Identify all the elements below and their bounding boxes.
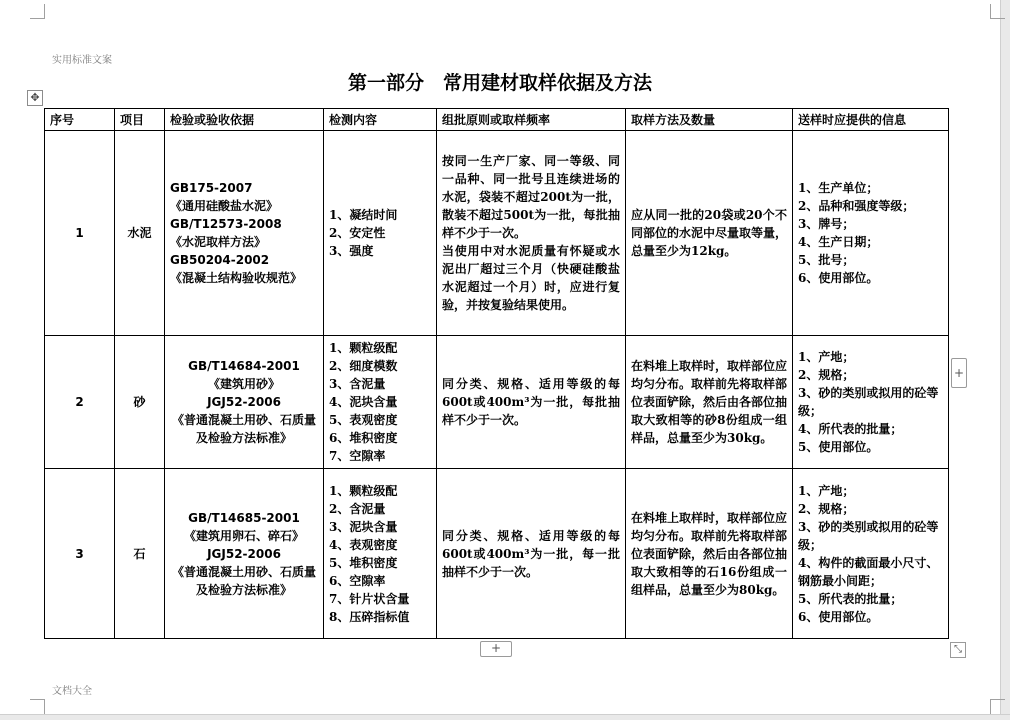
table-resize-icon[interactable]: ⤡ [950,642,966,658]
cell-tests: 1、凝结时间 2、安定性 3、强度 [324,131,437,336]
cell-method: 在料堆上取样时，取样部位应均匀分布。取样前先将取样部位表面铲除，然后由各部位抽取大致相等的砂8份组成一组样品，总量至少为30kg。 [626,336,793,469]
table-row [45,131,949,336]
crop-mark-bottom-left [30,699,45,714]
add-row-button[interactable]: + [480,641,512,657]
cell-no: 2 [45,336,115,469]
cell-method: 在料堆上取样时，取样部位应均匀分布。取样前先将取样部位表面铲除，然后由各部位抽取大致相等的石16份组成一组样品，总量至少为80kg。 [626,469,793,639]
page-header: 实用标准文案 [52,55,112,66]
crop-mark-top-right [990,4,1005,19]
cell-item: 水泥 [115,131,165,336]
table-move-icon[interactable]: ✥ [27,90,43,106]
add-column-button[interactable]: + [951,358,967,388]
table-row [45,469,949,639]
table-row [45,336,949,469]
cell-item: 砂 [115,336,165,469]
col-header-no: 序号 [45,109,115,131]
cell-info: 1、产地； 2、规格； 3、砂的类别或拟用的砼等级； 4、所代表的批量； 5、使用部位。 [793,336,949,469]
page-footer: 文档大全 [52,686,92,697]
col-header-tests: 检测内容 [324,109,437,131]
page-title: 第一部分 常用建材取样依据及方法 [347,72,652,94]
col-header-item: 项目 [115,109,165,131]
crop-mark-bottom-right [990,699,1005,714]
cell-no: 1 [45,131,115,336]
col-header-batch: 组批原则或取样频率 [437,109,626,131]
crop-mark-top-left [30,4,45,19]
cell-basis: GB/T14685-2001 《建筑用卵石、碎石》 JGJ52-2006 《普通混凝土用砂、石质量及检验方法标准》 [165,469,324,639]
cell-tests: 1、颗粒级配 2、含泥量 3、泥块含量 4、表观密度 5、堆积密度 6、空隙率 7、针片状含量 8、压碎指标值 [324,469,437,639]
cell-basis: GB175-2007 《通用硅酸盐水泥》 GB/T12573-2008 《水泥取样方法》 GB50204-2002 《混凝土结构验收规范》 [165,131,324,336]
cell-batch: 同分类、规格、适用等级的每600t或400m³为一批，每批抽样不少于一次。 [437,336,626,469]
table-header-row [45,109,949,131]
cell-info: 1、生产单位； 2、品种和强度等级； 3、牌号； 4、生产日期； 5、批号； 6、使用部位。 [793,131,949,336]
cell-batch: 同分类、规格、适用等级的每600t或400m³为一批，每一批抽样不少于一次。 [437,469,626,639]
col-header-basis: 检验或验收依据 [165,109,324,131]
cell-tests: 1、颗粒级配 2、细度模数 3、含泥量 4、泥块含量 5、表观密度 6、堆积密度 7、空隙率 [324,336,437,469]
materials-table [44,108,949,639]
col-header-info: 送样时应提供的信息 [793,109,949,131]
cell-no: 3 [45,469,115,639]
cell-basis: GB/T14684-2001 《建筑用砂》 JGJ52-2006 《普通混凝土用砂、石质量及检验方法标准》 [165,336,324,469]
cell-batch: 按同一生产厂家、同一等级、同一品种、同一批号且连续进场的水泥，袋装不超过200t为一批，散装不超过500t为一批，每批抽样不少于一次。 当使用中对水泥质量有怀疑或水泥出厂超过三个月（快硬硅酸盐水泥超过一个月）时，应进行复验，并按复验结果使用。 [437,131,626,336]
cell-info: 1、产地； 2、规格； 3、砂的类别或拟用的砼等级； 4、构件的截面最小尺寸、钢筋最小间距； 5、所代表的批量； 6、使用部位。 [793,469,949,639]
window-right-edge [1000,0,1010,719]
window-bottom-edge [0,714,1010,720]
cell-method: 应从同一批的20袋或20个不同部位的水泥中尽量取等量，总量至少为12kg。 [626,131,793,336]
col-header-method: 取样方法及数量 [626,109,793,131]
cell-item: 石 [115,469,165,639]
